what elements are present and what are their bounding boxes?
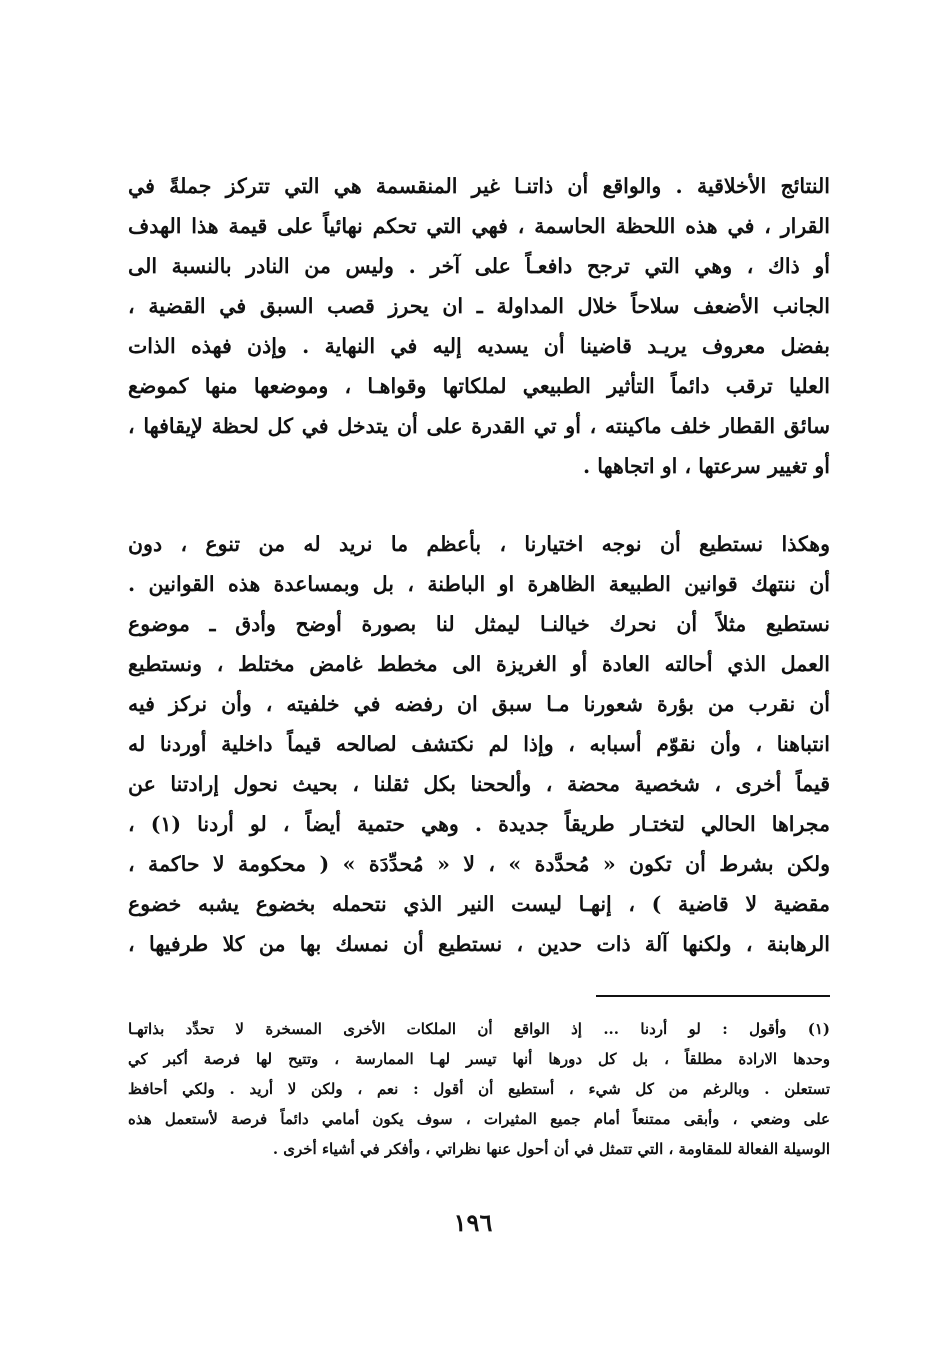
paragraph-2-line-6: انتباهنا ، وأن نقوّم أسبابه ، وإذا لم نكتشف لصالحه قيماً داخلية أوردنا له [128,732,830,756]
paragraph-2-line-9: ولكن بشرط أن تكون « مُحدَّدة » ، لا « مُحدِّدَة » ( محكومة لا حاكمة ، [128,852,830,876]
footnote-line-4: على وضعي ، وأبقى ممتنعاً أمام جميع المثيرات ، سوف يكون أمامي دائماً فرصة لأستعمل هذه [128,1110,830,1128]
paragraph-1-line-1: النتائج الأخلاقية . والواقع أن ذاتنـا غير المنقسمة هي التي تتركز جملةً في [128,174,830,198]
paragraph-2-line-4: العمل الذي أحالته العادة أو الغريزة الى مخطط غامض مختلط ، ونستطيع [128,652,830,676]
paragraph-1-line-4: الجانب الأضعف سلاحاً خلال المداولة ـ ان يحرز قصب السبق في القضية ، [128,294,830,318]
paragraph-2-line-1: وهكذا نستطيع أن نوجه اختيارنا ، بأعظم ما نريد له من تنوع ، دون [128,532,830,556]
paragraph-2-line-10: مقضية لا قاضية ) ، إنهـا ليست النير الذي نتحمله بخضوع يشبه خضوع [128,892,830,916]
footnote-line-2: وحدها الارادة مطلقاً ، بل كل دورها أنها تيسر لهـا الممارسة ، وتتيح لها فرصة أكبر كي [128,1050,830,1068]
paragraph-1-line-6: العليا ترقب دائماً التأثير الطبيعي لملكاتها وقواهـا ، وموضعها منها كموضع [128,374,830,398]
footnote-line-1: (١) وأقول : لو أردنا ... إذ الواقع أن الملكات الأخرى المسخرة لا تحدِّد بذاتهـا [128,1020,830,1038]
paragraph-2-line-3: نستطيع مثلاً أن نحرك خيالنـا ليمثل لنا بصورة أوضح وأدق ـ موضوع [128,612,830,636]
footnote-line-3: تستعلن . وبالرغم من كل شيء ، أستطيع أن أقول : نعم ، ولكن لا أريد . ولكي أحافظ [128,1080,830,1098]
page-number: ١٩٦ [453,1208,493,1237]
footnote-separator [596,995,830,997]
paragraph-1-line-2: القرار ، في هذه اللحظة الحاسمة ، فهي التي تحكم نهائياً على قيمة هذا الهدف [128,214,830,238]
paragraph-2-line-2: أن ننتهك قوانين الطبيعة الظاهرة او الباطنة ، بل وبمساعدة هذه القوانين . [128,572,830,596]
paragraph-1-line-3: أو ذاك ، وهي التي ترجح دافعـاً على آخر . وليس من النادر بالنسبة الى [128,254,830,278]
paragraph-2-line-8: مجراها الحالي لتختـار طريقاً جديدة . وهي حتمية أيضاً ، لو أردنا (١) ، [128,812,830,836]
paragraph-2-line-7: قيماً أخرى ، شخصية محضة ، وألححنا بكل ثقلنا ، بحيث نحول إرادتنا عن [128,772,830,796]
footnote-line-5: الوسيلة الفعالة للمقاومة ، التي تتمثل في أن أحول عنها نظراتي ، وأفكر في أشياء أخرى . [272,1140,830,1158]
paragraph-1-line-5: بفضل معروف يريـد قاضينا أن يسديه إليه في النهاية . وإذن فهذه الذات [128,334,830,358]
paragraph-1-line-8: أو تغيير سرعتها ، او اتجاهها . [582,454,830,478]
paragraph-2-line-11: الرهابنة ، ولكنها آلة ذات حدين ، نستطيع أن نمسك بها من كلا طرفيها ، [128,932,830,956]
paragraph-1-line-7: سائق القطار خلف ماكينته ، أو تي القدرة على أن يتدخل في كل لحظة لإيقافها ، [128,414,830,438]
paragraph-2-line-5: أن نقرب من بؤرة شعورنا مـا سبق ان رفضه في خلفيته ، وأن نركز فيه [128,692,830,716]
